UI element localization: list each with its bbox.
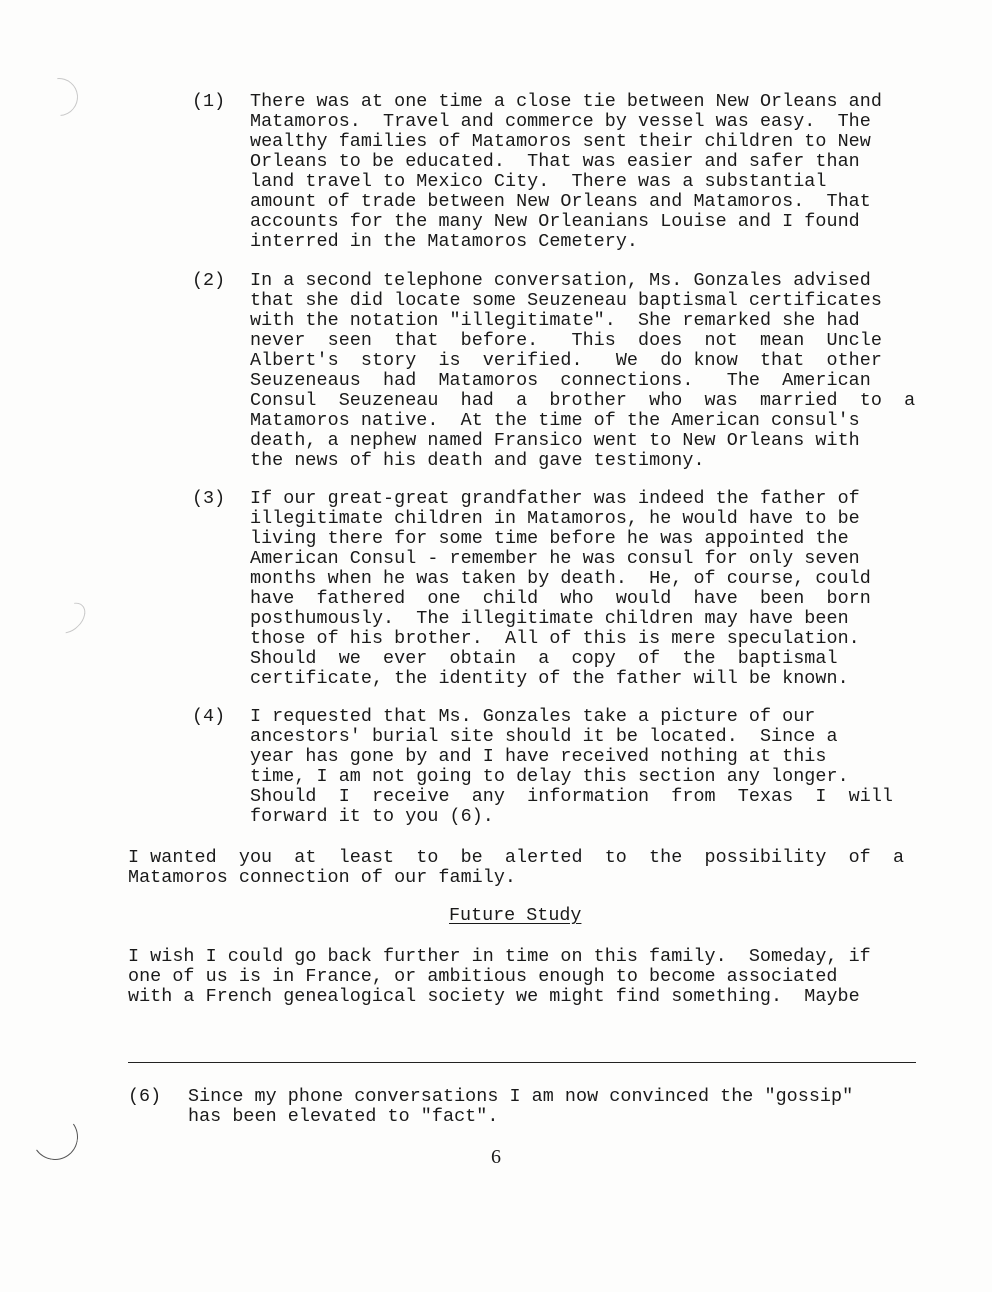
item-line: never seen that before. This does not mean Uncle <box>250 330 882 351</box>
item-line: year has gone by and I have received nothing at this <box>250 746 827 767</box>
item-line: ancestors' burial site should it be located. Since a <box>250 726 838 747</box>
item-line: I requested that Ms. Gonzales take a picture of our <box>250 706 816 727</box>
paragraph-line: I wish I could go back further in time on this family. Someday, if <box>128 946 871 967</box>
item-line: There was at one time a close tie between New Orleans and <box>250 91 882 112</box>
item-line: amount of trade between New Orleans and Matamoros. That <box>250 191 871 212</box>
item-line: death, a nephew named Fransico went to New Orleans with <box>250 430 860 451</box>
paragraph-line: one of us is in France, or ambitious enough to become associated <box>128 966 838 987</box>
item-line: In a second telephone conversation, Ms. Gonzales advised <box>250 270 871 291</box>
paragraph-line: I wanted you at least to be alerted to the possibility of a <box>128 847 905 868</box>
item-line: land travel to Mexico City. There was a substantial <box>250 171 827 192</box>
paragraph-line: with a French genealogical society we might find something. Maybe <box>128 986 860 1007</box>
item-line: those of his brother. All of this is mere speculation. <box>250 628 860 649</box>
item-line: living there for some time before he was appointed the <box>250 528 849 549</box>
item-line: with the notation "illegitimate". She remarked she had <box>250 310 860 331</box>
item-number: (1) <box>192 91 226 112</box>
item-line: American Consul - remember he was consul for only seven <box>250 548 860 569</box>
footnote-line: has been elevated to "fact". <box>188 1106 499 1127</box>
paragraph-line: Matamoros connection of our family. <box>128 867 517 888</box>
page-number: 6 <box>491 1146 501 1168</box>
footnote-number: (6) <box>128 1086 162 1107</box>
item-line: certificate, the identity of the father will be known. <box>250 668 849 689</box>
item-line: wealthy families of Matamoros sent their children to New <box>250 131 871 152</box>
item-line: have fathered one child who would have been born <box>250 588 871 609</box>
item-line: If our great-great grandfather was indeed the father of <box>250 488 860 509</box>
item-number: (3) <box>192 488 226 509</box>
item-line: illegitimate children in Matamoros, he would have to be <box>250 508 860 529</box>
punch-hole-mark-top <box>32 70 86 124</box>
item-line: Seuzeneaus had Matamoros connections. The American <box>250 370 871 391</box>
item-line: Consul Seuzeneau had a brother who was married to a <box>250 390 916 411</box>
item-line: months when he was taken by death. He, of course, could <box>250 568 871 589</box>
item-line: Should we ever obtain a copy of the baptismal <box>250 648 838 669</box>
item-number: (4) <box>192 706 226 727</box>
section-heading: Future Study <box>449 905 582 926</box>
item-line: forward it to you (6). <box>250 806 494 827</box>
footnote-line: Since my phone conversations I am now convinced the "gossip" <box>188 1086 854 1107</box>
item-line: Matamoros. Travel and commerce by vessel was easy. The <box>250 111 871 132</box>
item-line: Matamoros native. At the time of the American consul's <box>250 410 860 431</box>
item-line: that she did locate some Seuzeneau baptismal certificates <box>250 290 882 311</box>
item-line: posthumously. The illegitimate children may have been <box>250 608 849 629</box>
item-line: Should I receive any information from Texas I will <box>250 786 893 807</box>
punch-hole-mark-middle <box>49 597 91 639</box>
item-line: time, I am not going to delay this section any longer. <box>250 766 849 787</box>
item-line: accounts for the many New Orleanians Louise and I found <box>250 211 860 232</box>
footnote-divider <box>128 1062 916 1063</box>
item-number: (2) <box>192 270 226 291</box>
item-line: the news of his death and gave testimony. <box>250 450 705 471</box>
item-line: Albert's story is verified. We do know that other <box>250 350 882 371</box>
item-line: interred in the Matamoros Cemetery. <box>250 231 639 252</box>
item-line: Orleans to be educated. That was easier and safer than <box>250 151 860 172</box>
